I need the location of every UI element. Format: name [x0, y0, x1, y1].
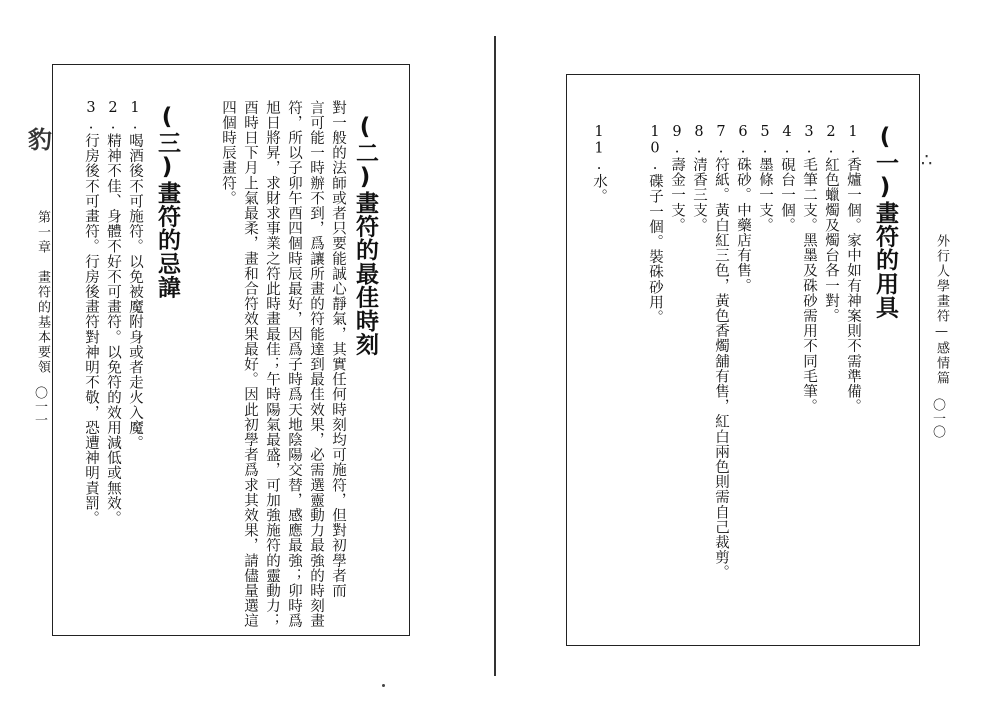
section-3-heading: (三)畫符的忌諱 — [154, 104, 180, 299]
tool-item-6: 6.硃砂。中藥店有售。 — [735, 124, 751, 294]
right-page-number: 〇一〇 — [930, 398, 945, 439]
section-2-line-5: 酉時日下月上氣最柔，畫和合符效果最好。因此初學者爲求其效果，請儘量選這 — [242, 100, 258, 629]
section-2-line-4: 旭日將昇，求財求事業之符此時畫最佳；午時陽氣最盛，可加強施符的靈動力； — [264, 100, 280, 629]
scan-speck — [382, 684, 385, 687]
taboo-item-3: 3.行房後不可畫符。行房後畫符對神明不敬，恐遭神明責罰。 — [83, 100, 99, 526]
tool-item-9: 9.壽金一支。 — [669, 124, 685, 233]
section-2-line-2: 言可能一時辦不到，爲讓所畫的符能達到最佳效果，必需選靈動力最強的時刻畫 — [308, 100, 324, 629]
taboo-item-2: 2.精神不佳、身體不好不可畫符。以免符的效用減低或無效。 — [105, 100, 121, 526]
right-corner-mark: ∴ — [921, 150, 933, 171]
tool-item-4: 4.硯台一個。 — [779, 124, 795, 233]
tool-item-3: 3.毛筆二支。黑墨及硃砂需用不同毛筆。 — [801, 124, 817, 414]
tool-item-7: 7.符紙。黃白紅三色，黃色香燭舖有售，紅白兩色則需自己裁剪。 — [713, 124, 729, 580]
left-running-title: 第一章 畫符的基本要領 — [35, 210, 50, 375]
section-2-line-3: 符，所以子卯午酉四個時辰最好，因爲子時爲天地陰陽交替，感應最強；卯時爲 — [286, 100, 302, 629]
tool-item-8: 8.清香三支。 — [691, 124, 707, 233]
tool-item-5: 5.墨條一支。 — [757, 124, 773, 233]
section-2-line-1: 對一般的法師或者只要能誠心靜氣，其實任何時刻均可施符，但對初學者而 — [330, 100, 346, 599]
section-1-heading: (一)畫符的用具 — [872, 124, 898, 319]
tool-item-2: 2.紅色蠟燭及燭台各一對。 — [823, 124, 839, 324]
left-corner-mark: 豹 — [28, 126, 52, 154]
book-spine-line — [494, 36, 496, 676]
right-running-title: 外行人學畫符—感情篇 — [934, 234, 949, 386]
taboo-item-1: 1.喝酒後不可施符。以免被魔附身或者走火入魔。 — [127, 100, 143, 451]
tool-item-1: 1.香爐一個。家中如有神案則不需準備。 — [845, 124, 861, 414]
tool-item-10: 10.碟子一個。裝硃砂用。 — [647, 124, 663, 325]
tool-item-11: 11.水。 — [591, 124, 607, 204]
left-page-number: 〇一一 — [32, 386, 47, 427]
section-2-heading: (二)畫符的最佳時刻 — [352, 114, 378, 356]
section-2-line-6: 四個時辰畫符。 — [220, 100, 236, 206]
